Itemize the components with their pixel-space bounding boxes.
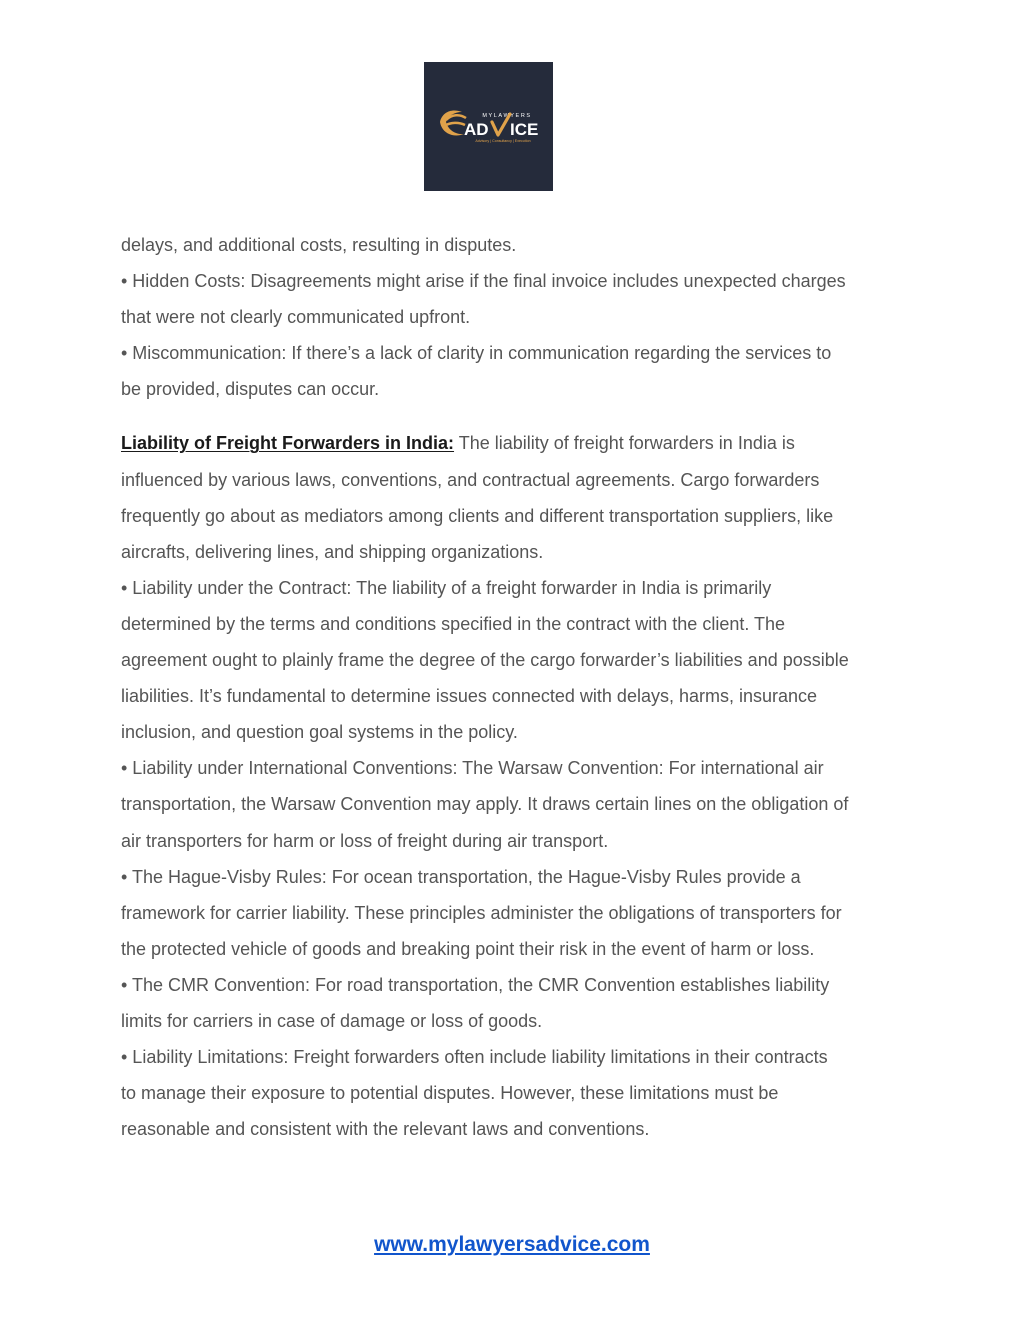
paragraph-gap [121,407,921,425]
intro-line-2: • Hidden Costs: Disagreements might arise if the final invoice includes unexpected charges [121,271,846,292]
document-body [121,227,921,1147]
section-line-10: transportation, the Warsaw Convention may apply. It draws certain lines on the obligation of [121,794,849,815]
section-line-1: influenced by various laws, conventions, and contractual agreements. Cargo forwarders [121,469,820,490]
intro-line-4: • Miscommunication: If there’s a lack of clarity in communication regarding the services to [121,343,832,364]
section-line-5: determined by the terms and conditions specified in the contract with the client. The [121,613,786,634]
section-heading: Liability of Freight Forwarders in India: [121,433,455,454]
section-line-7: liabilities. It’s fundamental to determine issues connected with delays, harms, insurance [121,686,818,707]
section-line-17: • Liability Limitations: Freight forwarders often include liability limitations in their contracts [121,1047,828,1068]
logo-top-text: MYLAWYERS [482,113,532,119]
logo-tagline: Advisory | Consultancy | Execution [475,139,531,143]
intro-line-3: that were not clearly communicated upfront. [121,307,471,328]
section-line-4: • Liability under the Contract: The liability of a freight forwarder in India is primarily [121,577,772,598]
logo-main-text-start: AD [464,120,489,139]
section-line-3: aircrafts, delivering lines, and shipping organizations. [121,541,544,562]
section-first-line [121,425,921,461]
section-line-9: • Liability under International Conventions: The Warsaw Convention: For international air [121,758,824,779]
website-link[interactable]: www.mylawyersadvice.com [374,1233,650,1256]
section-line-6: agreement ought to plainly frame the degree of the cargo forwarder’s liabilities and possible [121,650,849,671]
section-line-19: reasonable and consistent with the relevant laws and conventions. [121,1119,650,1140]
section-first-line-text: The liability of freight forwarders in India is [454,433,795,454]
intro-line-1: delays, and additional costs, resulting in disputes. [121,235,517,255]
section-line-15: • The CMR Convention: For road transportation, the CMR Convention establishes liability [121,974,830,995]
section-line-14: the protected vehicle of goods and breaking point their risk in the event of harm or loss. [121,938,815,959]
section-line-2: frequently go about as mediators among clients and different transportation suppliers, like [121,505,834,526]
section-line-11: air transporters for harm or loss of freight during air transport. [121,830,609,851]
section-line-16: limits for carriers in case of damage or loss of goods. [121,1010,543,1031]
section-line-12: • The Hague-Visby Rules: For ocean transportation, the Hague-Visby Rules provide a [121,866,801,887]
logo-main-text-end: ICE [510,120,539,139]
section-line-8: inclusion, and question goal systems in the policy. [121,722,518,743]
intro-line-5: be provided, disputes can occur. [121,379,380,400]
section-line-13: framework for carrier liability. These principles administer the obligations of transporters for [121,902,842,923]
company-logo [424,62,553,191]
section-line-18: to manage their exposure to potential disputes. However, these limitations must be [121,1083,779,1104]
logo-mark-icon [424,62,553,191]
